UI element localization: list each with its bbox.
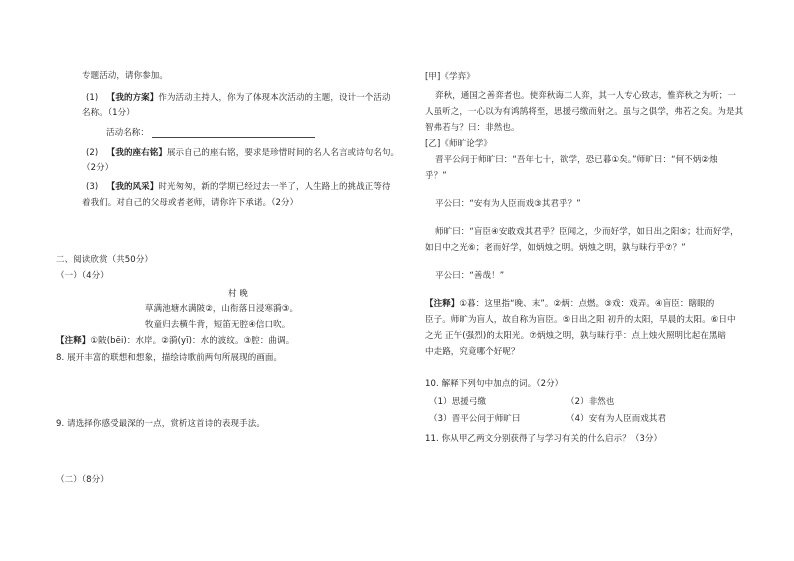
text-jia-line-1: 弈秋，通国之善弈者也。使弈秋诲二人弈，其一人专心致志，惟弈秋之为听；一 (435, 91, 737, 101)
question-3-line1 (86, 181, 391, 193)
note-text: ①暮：这里指“晚、末”。②炳：点燃。③戏：戏弄。④盲臣：瞎眼的 (459, 299, 715, 309)
note-text: ①陂(bēi)：水岸。②漪(yī)：水的波纹。③腔：曲调。 (90, 336, 295, 346)
question-8: 8. 展开丰富的联想和想象，描绘诗歌前两句所展现的画面。 (56, 353, 283, 363)
question-number: (2) (86, 148, 99, 158)
text-note-line-4: 中走路，究竟哪个好呢？ (425, 347, 520, 357)
text-note-line-1 (425, 298, 714, 310)
question-9: 9. 请选择你感受最深的一点，赏析这首诗的表现手法。 (56, 419, 265, 429)
part-2-heading: （二）（8分） (56, 475, 109, 485)
q10-item-4: （4）安有为人臣而戏其君 (566, 414, 667, 424)
question-number: (3) (86, 182, 99, 192)
question-label: 【我的座右铭】 (106, 148, 167, 158)
poem-note (56, 335, 294, 347)
q10-item-1: （1）思援弓缴 (429, 397, 487, 407)
text-yi-line-2: 乎？” (425, 171, 447, 181)
question-label: 【我的风采】 (106, 182, 159, 192)
question-11: 11. 你从甲乙两文分别获得了与学习有关的什么启示？（3分） (425, 434, 663, 444)
question-2-line1 (86, 147, 399, 159)
pinggong-line-1: 平公曰：“安有为人臣而戏③其君乎？” (435, 199, 581, 209)
question-text: 时光匆匆，新的学期已经过去一半了，人生路上的挑战正等待 (158, 182, 391, 192)
question-label: 【我的方案】 (106, 93, 159, 103)
question-number: (1) (86, 93, 99, 103)
poem-title: 村 晚 (227, 289, 248, 299)
text-jia-line-2: 人虽听之，一心以为有鸿鹄将至，思援弓缴而射之。虽与之俱学，弗若之矣。为是其 (425, 107, 744, 117)
question-text: 作为活动主持人，你为了体现本次活动的主题，设计一个活动 (158, 93, 391, 103)
text-yi-title: [乙]《师旷论学》 (425, 139, 493, 149)
question-2-line2: （2分） (82, 163, 114, 173)
question-text: 展示自己的座右铭，要求是珍惜时间的名人名言或诗句名句。 (166, 148, 400, 158)
text-note-line-2: 臣子。师旷为盲人，故自称为盲臣。⑤日出之阳 初升的太阳，早晨的太阳。⑥日中 (425, 315, 736, 325)
text-jia-line-3: 智弗若与？曰：非然也。 (425, 123, 520, 133)
pinggong-line-2: 平公曰：“善哉！” (435, 271, 505, 281)
poem-line-1: 草满池塘水满陂②，山衔落日浸寒漪③。 (145, 304, 299, 314)
activity-name-blank (152, 137, 315, 138)
section-2-heading: 二、阅读欣赏（共50分） (56, 255, 154, 265)
text-yi-line-1: 晋平公问于师旷曰：“吾年七十，欲学，恐已暮①矣。”师旷曰：“何不炳②烛 (435, 155, 718, 165)
question-3-line2: 着我们。对自己的父母或者老师，请你许下承诺。（2分） (82, 198, 299, 208)
question-1-line2: 名称。（1分） (82, 108, 135, 118)
note-label: 【注释】 (425, 299, 460, 309)
shikuang-line-1: 师旷曰：“盲臣④安敢戏其君乎？臣闻之，少而好学，如日出之阳⑤；壮而好学， (435, 227, 739, 237)
q10-item-2: （2）非然也 (566, 397, 615, 407)
intro-line: 专题活动，请你参加。 (82, 71, 169, 81)
question-10: 10. 解释下列句中加点的词。（2分） (425, 379, 564, 389)
text-note-line-3: 之光 正午(强烈)的太阳光。⑦炳烛之明，孰与昧行乎：点上烛火照明比起在黑暗 (425, 331, 727, 341)
shikuang-line-2: 如日中之光⑥；老而好学，如炳烛之明。炳烛之明，孰与昧行乎⑦？” (425, 243, 686, 253)
activity-name-label: 活动名称： (106, 128, 150, 138)
text-jia-title: [甲]《学弈》 (425, 72, 475, 82)
poem-line-2: 牧童归去横牛背，短笛无腔④信口吹。 (145, 320, 291, 330)
q10-item-3: （3）晋平公问于师旷曰 (429, 414, 521, 424)
question-1-line1 (86, 92, 391, 104)
note-label: 【注释】 (56, 336, 91, 346)
part-1-heading: （一）（4分） (56, 271, 109, 281)
